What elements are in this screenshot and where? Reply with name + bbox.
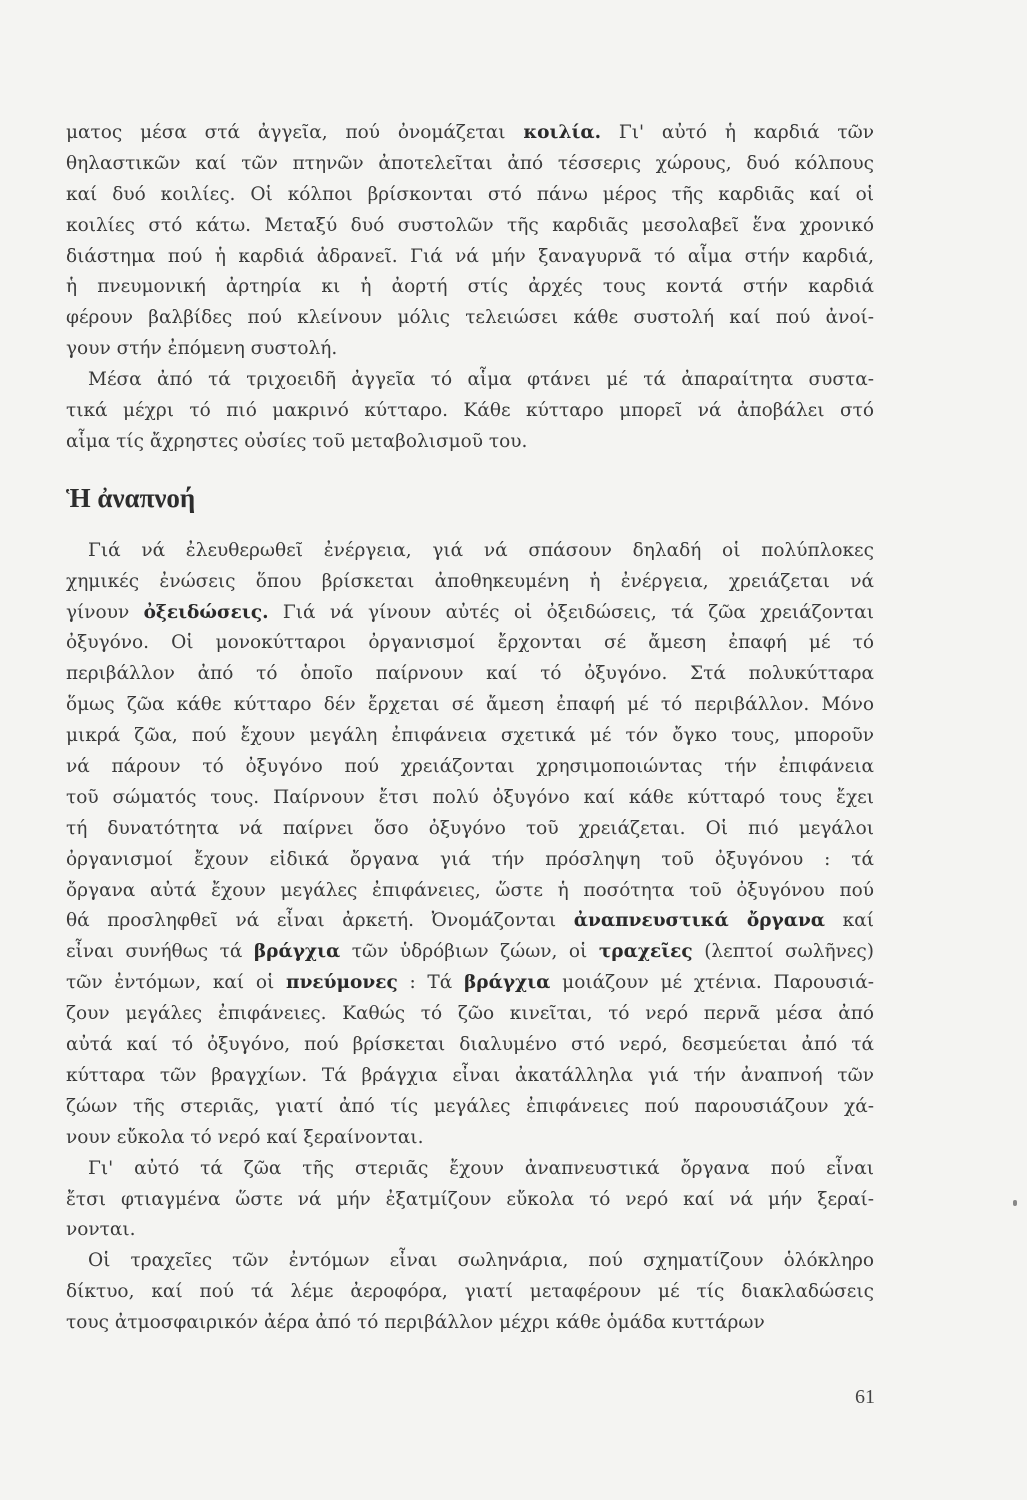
text-run: κοιλίες στό κάτω. Μεταξύ δυό συστολῶν τῆς καρδιᾶς μεσολαβεῖ ἕνα χρονικό [66, 214, 874, 236]
text-line [66, 845, 874, 876]
bold-term: ἀναπνευστικά ὄργανα [573, 910, 826, 932]
bold-term: κοιλία. [523, 122, 602, 143]
text-run: ὄργανα αὐτά ἔχουν μεγάλες ἐπιφάνειες, ὥστε ἡ ποσότητα τοῦ ὀξυγόνου πού [66, 879, 874, 901]
text-line [66, 1185, 874, 1216]
text-line [66, 721, 874, 752]
text-run: νουν εὔκολα τό νερό καί ξεραίνονται. [66, 1126, 424, 1148]
text-line [66, 752, 874, 783]
bold-term: ὀξειδώσεις. [143, 601, 269, 623]
text-run: ὀργανισμοί ἔχουν εἰδικά ὄργανα γιά τήν πρόσληψη τοῦ ὀξυγόνου : τά [66, 848, 874, 870]
text-run: περιβάλλον ἀπό τό ὁποῖο παίρνουν καί τό ὀξυγόνο. Στά πολυκύτταρα [66, 663, 874, 685]
text-run: τους ἀτμοσφαιρικόν ἀέρα ἀπό τό περιβάλλον μέχρι κάθε ὁμάδα κυττάρων [66, 1312, 765, 1334]
text-line [66, 303, 874, 334]
text-line [66, 1154, 874, 1185]
text-run: αἷμα τίς ἄχρηστες οὐσίες τοῦ μεταβολισμοῦ του. [66, 430, 528, 452]
text-line [66, 427, 874, 458]
text-run: κύτταρα τῶν βραγχίων. Τά βράγχια εἶναι ἀκατάλληλα γιά τήν ἀναπνοή τῶν [66, 1064, 874, 1086]
text-run: νά πάρουν τό ὀξυγόνο πού χρειάζονται χρησιμοποιώντας τήν ἐπιφάνεια [66, 756, 874, 778]
text-run: ζώων τῆς στεριᾶς, γιατί ἀπό τίς μεγάλες ἐπιφάνειες πού παρουσιάζουν χά- [66, 1095, 874, 1117]
text-run: τικά μέχρι τό πιό μακρινό κύτταρο. Κάθε κύτταρο μπορεῖ νά ἀποβάλει στό [66, 400, 874, 422]
paragraph-tracheae [66, 1246, 874, 1339]
text-line [66, 690, 874, 721]
text-run: μοιάζουν μέ χτένια. Παρουσιά- [550, 972, 874, 994]
bold-term: τραχεῖες [598, 941, 693, 963]
text-line [66, 783, 874, 814]
text-line [66, 272, 874, 303]
text-line [66, 180, 874, 211]
text-line [66, 628, 874, 659]
text-line [66, 365, 874, 396]
text-run: φέρουν βαλβίδες πού κλείνουν μόλις τελειώσει κάθε συστολή καί πού ἀνοί- [66, 307, 874, 329]
text-run: μικρά ζῶα, πού ἔχουν μεγάλη ἐπιφάνεια σχετικά μέ τόν ὄγκο τους, μποροῦν [66, 725, 874, 747]
text-line [66, 968, 874, 999]
text-line [66, 118, 874, 149]
text-run: χημικές ἐνώσεις ὅπου βρίσκεται ἀποθηκευμένη ἡ ἐνέργεια, χρειάζεται νά [66, 570, 874, 592]
text-run: Γιά νά γίνουν αὐτές οἱ ὀξειδώσεις, τά ζῶα χρειάζονται [268, 601, 874, 623]
text-line [66, 1030, 874, 1061]
text-run: θηλαστικῶν καί τῶν πτηνῶν ἀποτελεῖται ἀπό τέσσερις χώρους, δυό κόλπους [66, 152, 874, 174]
text-line [66, 334, 874, 365]
text-run: Γιά νά ἐλευθερωθεῖ ἐνέργεια, γιά νά σπάσουν δηλαδή οἱ πολύπλοκες [88, 539, 874, 561]
text-line [66, 598, 874, 629]
text-run: Μέσα ἀπό τά τριχοειδῆ ἀγγεῖα τό αἷμα φτάνει μέ τά ἀπαραίτητα συστα- [88, 369, 874, 391]
text-run: (λεπτοί σωλῆνες) [692, 941, 874, 963]
text-line [66, 396, 874, 427]
text-line [66, 1123, 874, 1154]
paragraph-capillaries [66, 365, 874, 458]
text-run: καί δυό κοιλίες. Οἱ κόλποι βρίσκονται στό πάνω μέρος τῆς καρδιᾶς καί οἱ [66, 183, 874, 205]
bold-term: βράγχια [464, 972, 551, 994]
text-line [66, 937, 874, 968]
text-run: Γι' αὐτό ἡ καρδιά τῶν [601, 122, 874, 143]
text-line [66, 1246, 874, 1277]
text-line [66, 1061, 874, 1092]
text-run: ἔτσι φτιαγμένα ὥστε νά μήν ἐξατμίζουν εὔκολα τό νερό καί νά μήν ξεραί- [66, 1188, 874, 1210]
text-line [66, 906, 874, 937]
text-run: γίνουν [66, 601, 144, 623]
text-line [66, 242, 874, 273]
text-run: τοῦ σώματός τους. Παίρνουν ἔτσι πολύ ὀξυγόνο καί κάθε κύτταρό τους ἔχει [66, 786, 874, 808]
text-run: αὐτά καί τό ὀξυγόνο, πού βρίσκεται διαλυμένο στό νερό, δεσμεύεται ἀπό τά [66, 1034, 874, 1056]
text-line [66, 1092, 874, 1123]
bold-term: πνεύμονες [286, 972, 398, 994]
text-line [66, 1308, 874, 1339]
text-run: καί [825, 910, 874, 932]
text-run: Οἱ τραχεῖες τῶν ἐντόμων εἶναι σωληνάρια, πού σχηματίζουν ὁλόκληρο [88, 1250, 874, 1272]
text-run: ζουν μεγάλες ἐπιφάνειες. Καθώς τό ζῶο κινεῖται, τό νερό περνᾶ μέσα ἀπό [66, 1003, 874, 1025]
text-line [66, 1277, 874, 1308]
text-line [66, 999, 874, 1030]
text-line [66, 1215, 874, 1246]
page-body [66, 118, 874, 1339]
text-run: ἡ πνευμονική ἀρτηρία κι ἡ ἀορτή στίς ἀρχές τους κοντά στήν καρδιά [66, 276, 874, 298]
text-line [66, 149, 874, 180]
text-run: θά προσληφθεῖ νά εἶναι ἀρκετή. Ὀνομάζονται [66, 910, 574, 932]
text-run: τῶν ἐντόμων, καί οἱ [66, 972, 287, 994]
text-run: ματος μέσα στά ἀγγεῖα, πού ὀνομάζεται [66, 122, 524, 143]
paragraph-land-animals [66, 1154, 874, 1247]
text-run: : Τά [397, 972, 465, 994]
text-run: δίκτυο, καί πού τά λέμε ἀεροφόρα, γιατί μεταφέρουν μέ τίς διακλαδώσεις [66, 1281, 874, 1303]
text-run: γουν στήν ἐπόμενη συστολή. [66, 338, 338, 360]
text-run: τῶν ὑδρόβιων ζώων, οἱ [340, 941, 599, 963]
text-line [66, 814, 874, 845]
text-line [66, 876, 874, 907]
text-run: ὀξυγόνο. Οἱ μονοκύτταροι ὀργανισμοί ἔρχονται σέ ἄμεση ἐπαφή μέ τό [66, 632, 874, 654]
paragraph-heart-chambers [66, 118, 874, 365]
section-heading-respiration: Ἡ ἀναπνοή [66, 482, 196, 513]
text-run: ὅμως ζῶα κάθε κύτταρο δέν ἔρχεται σέ ἄμεση ἐπαφή μέ τό περιβάλλον. Μόνο [66, 694, 874, 716]
page-number: 61 [855, 1386, 875, 1408]
text-run: Γι' αὐτό τά ζῶα τῆς στεριᾶς ἔχουν ἀναπνευστικά ὄργανα πού εἶναι [88, 1157, 874, 1179]
text-line [66, 659, 874, 690]
text-run: τή δυνατότητα νά παίρνει ὅσο ὀξυγόνο τοῦ χρειάζεται. Οἱ πιό μεγάλοι [66, 817, 874, 839]
paragraph-oxidation [66, 536, 874, 1154]
bold-term: βράγχια [253, 941, 341, 963]
text-line [66, 567, 874, 598]
margin-speck [1013, 1200, 1017, 1206]
text-line [66, 536, 874, 567]
text-run: νονται. [66, 1219, 136, 1241]
text-run: διάστημα πού ἡ καρδιά ἀδρανεῖ. Γιά νά μήν ξαναγυρνᾶ τό αἷμα στήν καρδιά, [66, 245, 874, 267]
text-run: εἶναι συνήθως τά [66, 941, 254, 963]
text-line [66, 211, 874, 242]
